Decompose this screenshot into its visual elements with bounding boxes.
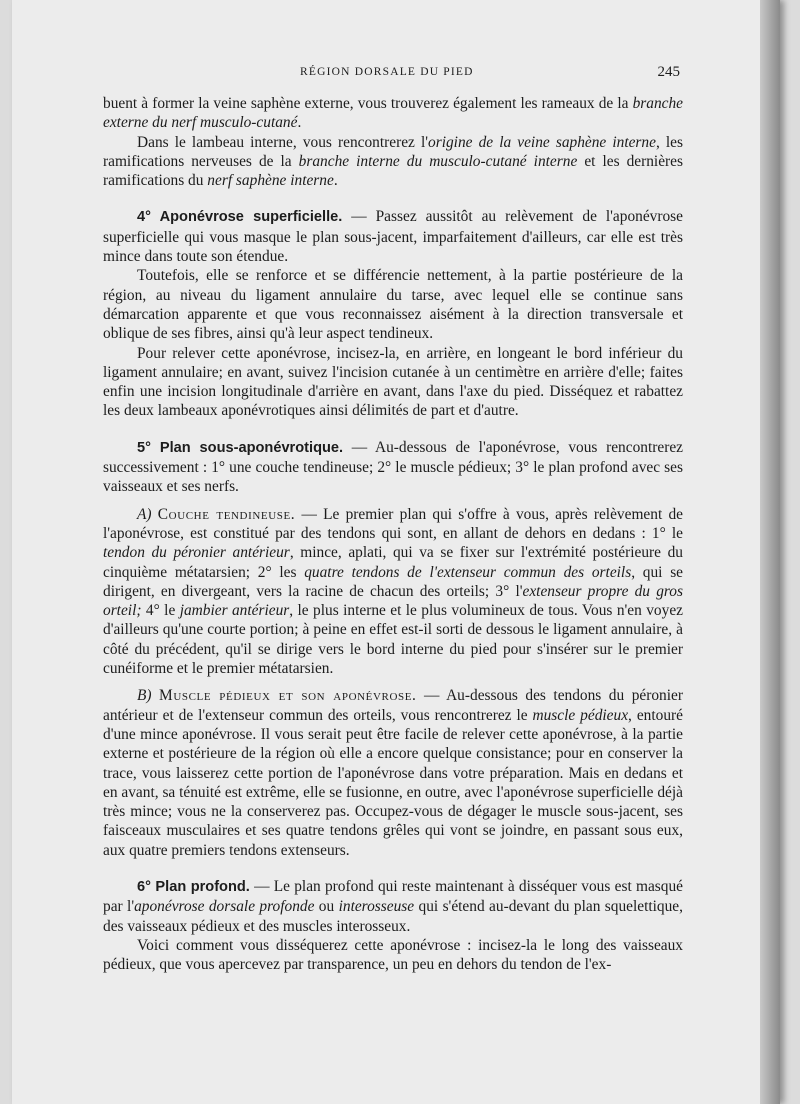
italic-term: muscle pédieux bbox=[532, 706, 629, 724]
subsection-heading: Muscle pédieux et son aponévrose. bbox=[159, 687, 417, 705]
italic-term: tendon du péronier antérieur bbox=[103, 544, 290, 562]
italic-term: branche externe du nerf musculo-cutané bbox=[103, 95, 683, 132]
section-heading: 6° Plan profond. bbox=[137, 878, 250, 895]
paragraph-10: Voici comment vous disséquerez cette aponévrose : incisez-la le long des vaisseaux pédieux, que vous apercevez par transparence, un peu en dehors du tendon de l'ex- bbox=[103, 936, 683, 974]
section-5-plan-sous-aponevrotique: 5° Plan sous-aponévrotique. — Au-dessous de l'aponévrose, vous rencontrerez successivement : 1° une couche tendineuse; 2° le muscle pédieux; 3° le plan profond avec ses vaisseaux et ses nerfs. bbox=[103, 438, 683, 496]
page-body bbox=[103, 94, 683, 974]
section-6-plan-profond: 6° Plan profond. — Le plan profond qui reste maintenant à disséquer vous est masqué par l'aponévrose dorsale profonde ou interosseuse qui s'étend au-devant du plan squelettique, des vaisseaux pédieux et des muscles interosseux. bbox=[103, 877, 683, 935]
paragraph-1: buent à former la veine saphène externe, vous trouverez également les rameaux de la branche externe du nerf musculo-cutané. bbox=[103, 95, 683, 132]
page-number: 245 bbox=[657, 64, 680, 80]
page-header bbox=[100, 62, 680, 86]
subsection-label: B) bbox=[137, 687, 152, 705]
subsection-heading: Couche tendineuse. bbox=[157, 505, 296, 523]
subsection-b-muscle-pedieux: B) Muscle pédieux et son aponévrose. — Au-dessous des tendons du péronier antérieur et de l'extenseur commun des orteils, vous rencontrerez le muscle pédieux, entouré d'une mince aponévrose. Il vous serait peut être facile de relever cette aponévrose, à la partie externe et postérieure de la région où elle a encore quelque consistance; pour en conserver la trace, vous laisserez cette portion de l'aponévrose dans votre préparation. Mais en dedans et en avant, sa ténuité est extrême, elle se fusionne, en outre, avec l'aponévrose superficielle déjà très mince; vous ne la conserverez pas. Occupez-vous de dégager le muscle sous-jacent, ses faisceaux musculaires et ses quatre tendons grêles qui vont se joindre, en passant sous eux, aux quatre premiers tendons extenseurs. bbox=[103, 687, 683, 859]
italic-term: nerf saphène interne bbox=[207, 172, 334, 190]
italic-term: aponévrose dorsale profonde bbox=[134, 898, 315, 916]
italic-term: origine de la veine saphène interne bbox=[428, 133, 656, 151]
running-title: RÉGION DORSALE DU PIED bbox=[300, 66, 474, 78]
italic-term: quatre tendons de l'extenseur commun des orteils bbox=[304, 563, 632, 581]
section-heading: 4° Aponévrose superficielle. bbox=[137, 209, 343, 226]
section-heading: 5° Plan sous-aponévrotique. bbox=[137, 439, 344, 456]
page-edge-shadow bbox=[760, 0, 780, 1104]
paragraph-5: Pour relever cette aponévrose, incisez-la, en arrière, en longeant le bord inférieur du ligament annulaire; en avant, suivez l'incision cutanée à un centimètre en arrière d'elle; faites enfin une incision longitudinale d'arrière en avant, dans l'axe du pied. Disséquez et rabattez les deux lambeaux aponévrotiques ainsi délimités de part et d'autre. bbox=[103, 344, 683, 420]
italic-term: extenseur propre du gros orteil; bbox=[103, 582, 683, 620]
paragraph-4: Toutefois, elle se renforce et se différencie nettement, à la partie postérieure de la région, au niveau du ligament annulaire du tarse, avec lequel elle se continue sans démarcation apparente et que vous reconnaissez aisément à la direction transversale et oblique de ses fibres, ainsi qu'à leur aspect tendineux. bbox=[103, 267, 683, 343]
subsection-a-couche-tendineuse: A) Couche tendineuse. — Le premier plan qui s'offre à vous, après relèvement de l'aponévrose, est constitué par des tendons qui sont, en allant de dehors en dedans : 1° le tendon du péronier antérieur, mince, aplati, qui va se fixer sur l'extrémité postérieure du cinquième métatarsien; 2° les quatre tendons de l'extenseur commun des orteils, qui se dirigent, en divergeant, vers la racine de chacun des orteils; 3° l'extenseur propre du gros orteil; 4° le jambier antérieur, le plus interne et le plus volumineux de tous. Vous n'en voyez d'ailleurs qu'une courte portion; à peine en effet est-il sorti de dessous le ligament annulaire, à côté du précédent, qu'il se dirige vers le bord interne du pied pour s'insérer sur le premier cunéiforme et le premier métatarsien. bbox=[103, 505, 684, 678]
italic-term: jambier antérieur bbox=[179, 602, 290, 620]
paragraph-2: Dans le lambeau interne, vous rencontrerez l'origine de la veine saphène interne, les ramifications nerveuses de la branche interne du musculo-cutané interne et les dernières ramifications du nerf saphène interne. bbox=[103, 133, 683, 190]
italic-term: branche interne du musculo-cutané interne bbox=[298, 152, 578, 170]
subsection-label: A) bbox=[137, 505, 152, 523]
section-4-aponevrose-superficielle: 4° Aponévrose superficielle. — Passez aussitôt au relèvement de l'aponévrose superficielle qui vous masque le plan sous-jacent, imparfaitement d'ailleurs, car elle est très mince dans toute son étendue. bbox=[103, 208, 684, 266]
italic-term: interosseuse bbox=[338, 898, 415, 916]
